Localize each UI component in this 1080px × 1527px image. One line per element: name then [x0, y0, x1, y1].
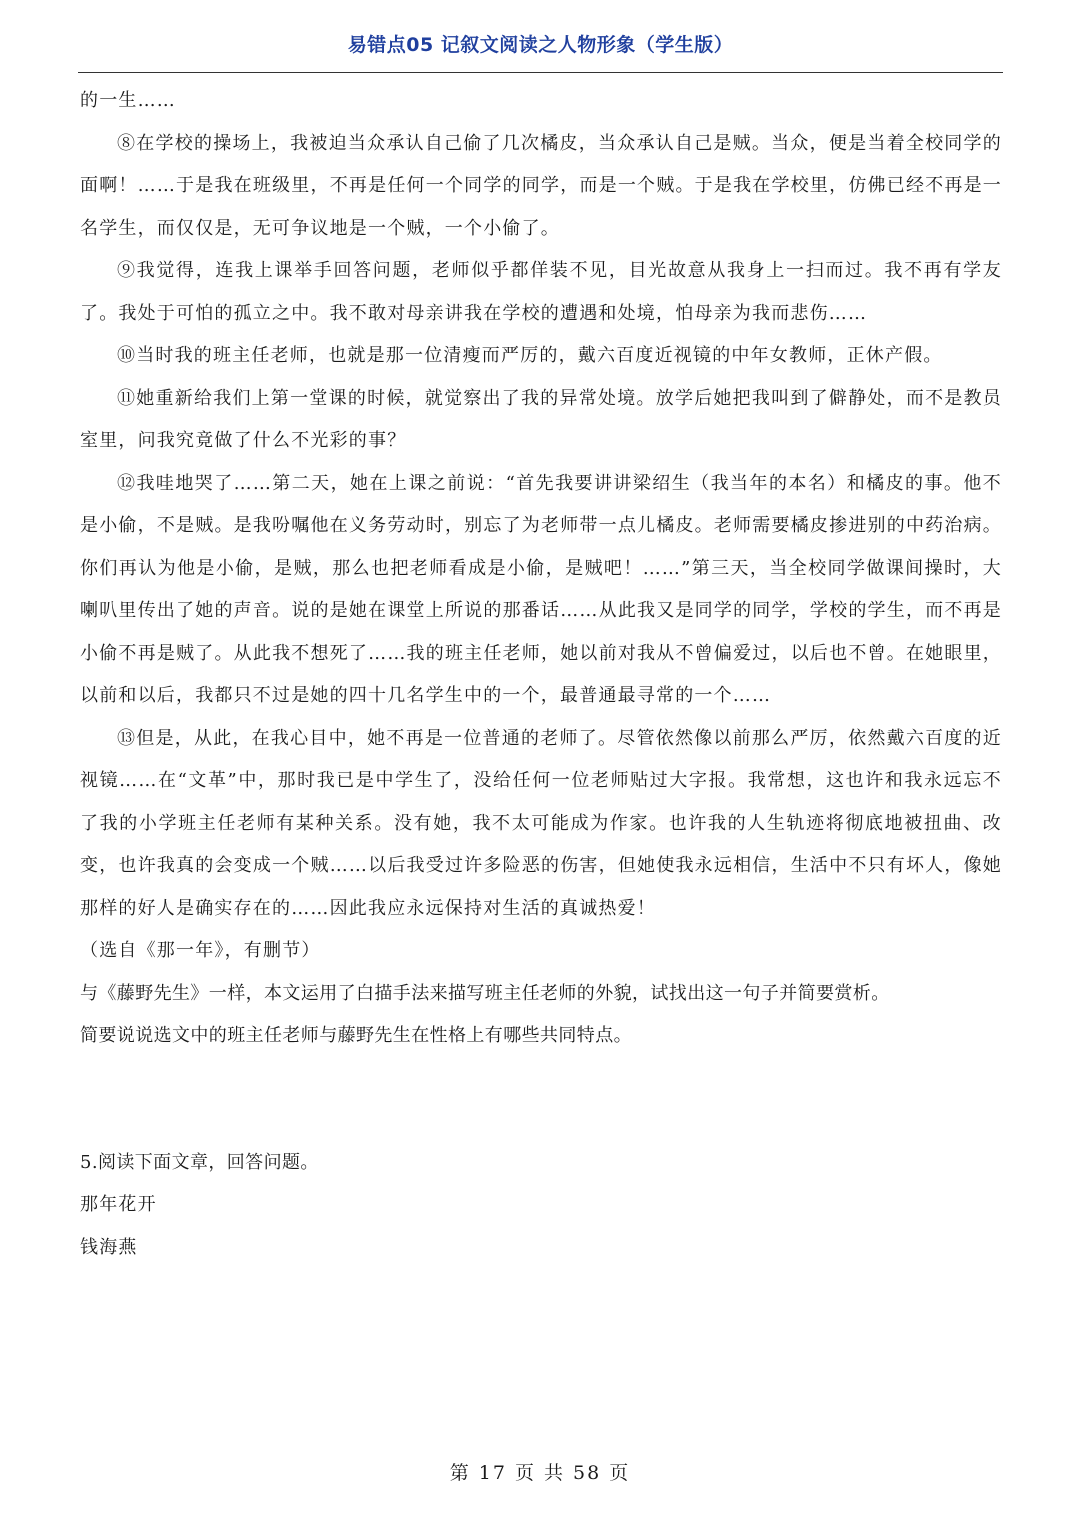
passage-source: （选自《那一年》，有删节）: [80, 940, 321, 961]
document-body: [80, 80, 1002, 1269]
question-2: 简要说说选文中的班主任老师与藤野先生在性格上有哪些共同特点。: [80, 1025, 632, 1046]
header-divider: [78, 72, 1003, 73]
next-question-prompt: 5.阅读下面文章，回答问题。: [80, 1151, 319, 1173]
passage-paragraph-13: ⑬但是，从此，在我心目中，她不再是一位普通的老师了。尽管依然像以前那么严厉，依然戴六百度的近视镜……在“文革”中，那时我已是中学生了，没给任何一位老师贴过大字报。我常想，这也许和我永远忘不了我的小学班主任老师有某种关系。没有她，我不太可能成为作家。也许我的人生轨迹将彻底地被扭曲、改变，也许我真的会变成一个贼……以后我受过许多险恶的伤害，但她使我永远相信，生活中不只有坏人，像她那样的好人是确实存在的……因此我应永远保持对生活的真诚热爱！: [80, 727, 1002, 919]
answer-space: [80, 1058, 1002, 1142]
passage-paragraph-8: ⑧在学校的操场上，我被迫当众承认自己偷了几次橘皮，当众承认自己是贼。当众，便是当着全校同学的面啊！……于是我在班级里，不再是任何一个同学的同学，而是一个贼。于是我在学校里，仿佛已经不再是一名学生，而仅仅是，无可争议地是一个贼，一个小偷了。: [80, 132, 1002, 239]
article-author: 钱海燕: [80, 1236, 138, 1258]
question-1: 与《藤野先生》一样，本文运用了白描手法来描写班主任老师的外貌，试找出这一句子并简要赏析。: [80, 982, 890, 1004]
page-number: 第 17 页 共 58 页: [449, 1462, 631, 1484]
passage-paragraph-11: ⑪她重新给我们上第一堂课的时候，就觉察出了我的异常处境。放学后她把我叫到了僻静处，而不是教员室里，问我究竟做了什么不光彩的事？: [80, 387, 1002, 451]
article-title: 那年花开: [80, 1194, 157, 1215]
passage-paragraph-10: ⑩当时我的班主任老师，也就是那一位清瘦而严厉的，戴六百度近视镜的中年女教师，正休产假。: [117, 345, 943, 366]
passage-line-continuation: 的一生……: [80, 90, 176, 111]
passage-paragraph-9: ⑨我觉得，连我上课举手回答问题，老师似乎都佯装不见，目光故意从我身上一扫而过。我不再有学友了。我处于可怕的孤立之中。我不敢对母亲讲我在学校的遭遇和处境，怕母亲为我而悲伤……: [80, 260, 1002, 324]
passage-paragraph-12: ⑫我哇地哭了……第二天，她在上课之前说：“首先我要讲讲梁绍生（我当年的本名）和橘皮的事。他不是小偷，不是贼。是我吩嘱他在义务劳动时，别忘了为老师带一点儿橘皮。老师需要橘皮掺进别的中药治病。你们再认为他是小偷，是贼，那么也把老师看成是小偷，是贼吧！……”第三天，当全校同学做课间操时，大喇叭里传出了她的声音。说的是她在课堂上所说的那番话……从此我又是同学的同学，学校的学生，而不再是小偷不再是贼了。从此我不想死了……我的班主任老师，她以前对我从不曾偏爱过，以后也不曾。在她眼里，以前和以后，我都只不过是她的四十几名学生中的一个，最普通最寻常的一个……: [80, 472, 1002, 706]
page-header-title: 易错点05 记叙文阅读之人物形象（学生版）: [347, 34, 734, 56]
